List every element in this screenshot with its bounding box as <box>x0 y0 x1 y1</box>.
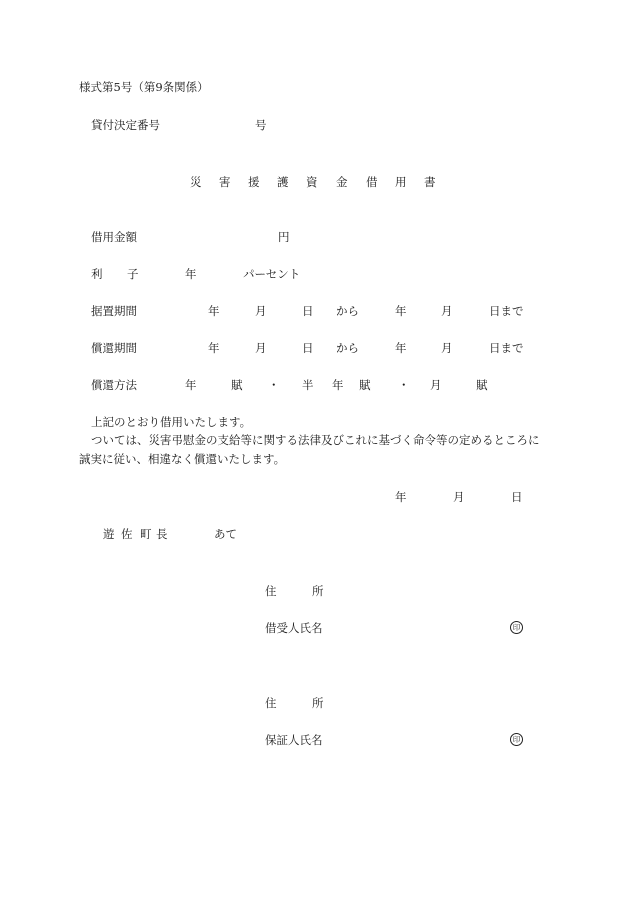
addressee-char: 遊 <box>103 527 115 541</box>
guarantor-seal-mark: 印 <box>510 733 523 746</box>
loan-amount-unit: 円 <box>278 230 290 244</box>
method-year-2: 年 <box>332 378 344 392</box>
method-dot-1: ・ <box>268 378 280 392</box>
method-half: 半 <box>302 378 314 392</box>
date-day: 日 <box>511 490 523 504</box>
repay-year-2: 年 <box>395 341 407 355</box>
grace-until: 日まで <box>489 304 524 318</box>
borrower-seal-mark: 印 <box>510 621 523 634</box>
title-char: 借 <box>366 175 378 189</box>
loan-decision-suffix: 号 <box>255 118 267 132</box>
loan-decision-label: 貸付決定番号 <box>91 118 160 132</box>
body-line-1: 上記のとおり借用いたします。 <box>91 415 252 429</box>
grace-period-label: 据置期間 <box>91 304 137 318</box>
method-fu-3: 賦 <box>476 378 488 392</box>
method-year: 年 <box>185 378 197 392</box>
grace-day-1: 日 <box>302 304 314 318</box>
repay-period-label: 償還期間 <box>91 341 137 355</box>
repay-until: 日まで <box>489 341 524 355</box>
title-char: 用 <box>395 175 407 189</box>
interest-label-1: 利 <box>91 267 103 281</box>
repay-month-2: 月 <box>441 341 453 355</box>
method-fu-2: 賦 <box>359 378 371 392</box>
borrower-address-2: 所 <box>312 584 324 598</box>
title-char: 書 <box>424 175 436 189</box>
repay-day-1: 日 <box>302 341 314 355</box>
interest-year: 年 <box>185 267 197 281</box>
method-fu-1: 賦 <box>231 378 243 392</box>
method-dot-2: ・ <box>398 378 410 392</box>
guarantor-name-label: 保証人氏名 <box>265 733 323 747</box>
grace-from: から <box>336 304 359 318</box>
form-number: 様式第5号（第9条関係） <box>79 80 209 94</box>
title-char: 資 <box>306 175 318 189</box>
grace-month-1: 月 <box>255 304 267 318</box>
method-month: 月 <box>430 378 442 392</box>
guarantor-address-1: 住 <box>265 696 277 710</box>
title-char: 援 <box>248 175 260 189</box>
title-char: 護 <box>277 175 289 189</box>
borrower-address-1: 住 <box>265 584 277 598</box>
addressee-char: 佐 <box>121 527 133 541</box>
addressee-suffix: あて <box>214 527 237 541</box>
grace-year-1: 年 <box>208 304 220 318</box>
interest-unit: パーセント <box>243 267 301 281</box>
loan-amount-label: 借用金額 <box>91 230 137 244</box>
addressee-char: 町 <box>140 527 152 541</box>
borrower-name-label: 借受人氏名 <box>265 621 323 635</box>
body-line-3: 誠実に従い、相違なく償還いたします。 <box>79 452 286 466</box>
addressee-char: 長 <box>156 527 168 541</box>
date-year: 年 <box>395 490 407 504</box>
guarantor-address-2: 所 <box>312 696 324 710</box>
repay-year-1: 年 <box>208 341 220 355</box>
body-line-2: ついては、災害弔慰金の支給等に関する法律及びこれに基づく命令等の定めるところに <box>91 433 540 447</box>
interest-label-2: 子 <box>127 267 139 281</box>
grace-month-2: 月 <box>441 304 453 318</box>
repay-method-label: 償還方法 <box>91 378 137 392</box>
date-month: 月 <box>453 490 465 504</box>
title-char: 災 <box>190 175 202 189</box>
title-char: 金 <box>336 175 348 189</box>
repay-from: から <box>336 341 359 355</box>
grace-year-2: 年 <box>395 304 407 318</box>
repay-month-1: 月 <box>255 341 267 355</box>
title-char: 害 <box>219 175 231 189</box>
